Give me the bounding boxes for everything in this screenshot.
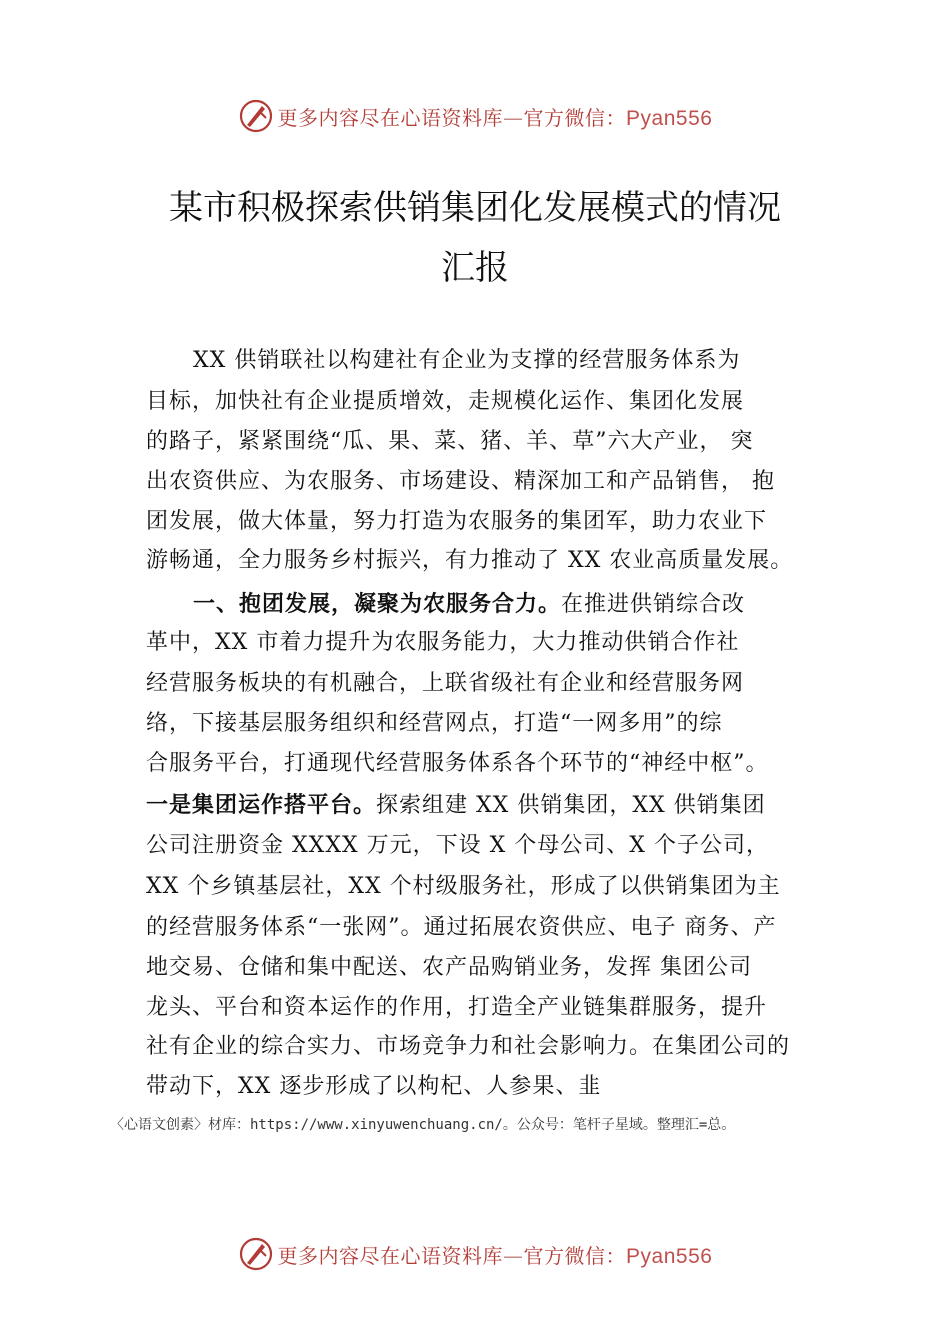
body-line: 地交易、仓储和集中配送、农产品购销业务，发挥 集团公司 bbox=[146, 955, 752, 980]
watermark-text: 更多内容尽在心语资料库—官方微信：Pyan556 bbox=[277, 105, 713, 130]
body-line: XX 供销联社以构建社有企业为支撑的经营服务体系为 bbox=[193, 348, 741, 373]
section-heading: 一、抱团发展，凝聚为农服务合力。 bbox=[193, 591, 562, 617]
body-line: 社有企业的综合实力、市场竞争力和社会影响力。在集团公司的 bbox=[146, 1034, 791, 1059]
body-line: 带动下，XX 逐步形成了以枸杞、人参果、韭 bbox=[146, 1074, 602, 1099]
body-line: 一是集团运作搭平台。探索组建 XX 供销集团，XX 供销集团 bbox=[146, 792, 766, 818]
body-line: 出农资供应、为农服务、市场建设、精深加工和产品销售， 抱 bbox=[146, 469, 775, 494]
document-title-line-1: 某市积极探索供销集团化发展模式的情况 bbox=[169, 188, 781, 228]
body-line: 的路子，紧紧围绕“瓜、果、菜、猪、羊、草”六大产业， 突 bbox=[146, 429, 754, 454]
body-line: 公司注册资金 XXXX 万元，下设 X 个母公司、X 个子公司， bbox=[146, 833, 769, 858]
body-line: XX 个乡镇基层社，XX 个村级服务社，形成了以供销集团为主 bbox=[146, 874, 781, 899]
subsection-heading: 一是集团运作搭平台。 bbox=[146, 792, 377, 818]
watermark-banner-top bbox=[0, 96, 950, 136]
source-note: 〈心语文创素〉材库：https://www.xinyuwenchuang.cn/。公众号：笔杆子星域。整理汇=总。 bbox=[110, 1117, 736, 1133]
body-line: 络，下接基层服务组织和经营网点，打造“一网多用”的综 bbox=[146, 711, 723, 736]
body-line: 经营服务板块的有机融合，上联省级社有企业和经营服务网 bbox=[146, 671, 745, 696]
body-line: 目标，加快社有企业提质增效，走规模化运作、集团化发展 bbox=[146, 389, 745, 414]
watermark-text: 更多内容尽在心语资料库—官方微信：Pyan556 bbox=[277, 1243, 713, 1268]
body-line: 合服务平台，打通现代经营服务体系各个环节的“神经中枢”。 bbox=[146, 751, 769, 776]
body-line: 一、抱团发展，凝聚为农服务合力。在推进供销综合改 bbox=[193, 591, 746, 617]
quill-seal-icon bbox=[238, 1236, 274, 1272]
watermark-banner-bottom bbox=[0, 1234, 950, 1274]
quill-seal-icon bbox=[238, 98, 274, 134]
body-line: 革中，XX 市着力提升为农服务能力，大力推动供销合作社 bbox=[146, 630, 740, 655]
body-line: 龙头、平台和资本运作的作用，打造全产业链集群服务，提升 bbox=[146, 995, 768, 1020]
body-line: 的经营服务体系“一张网”。通过拓展农资供应、电子 商务、产 bbox=[146, 915, 777, 940]
body-line: 游畅通，全力服务乡村振兴，有力推动了 XX 农业高质量发展。 bbox=[146, 548, 794, 573]
body-line: 团发展，做大体量，努力打造为农服务的集团军，助力农业下 bbox=[146, 509, 768, 534]
document-title-line-2: 汇报 bbox=[441, 248, 509, 288]
